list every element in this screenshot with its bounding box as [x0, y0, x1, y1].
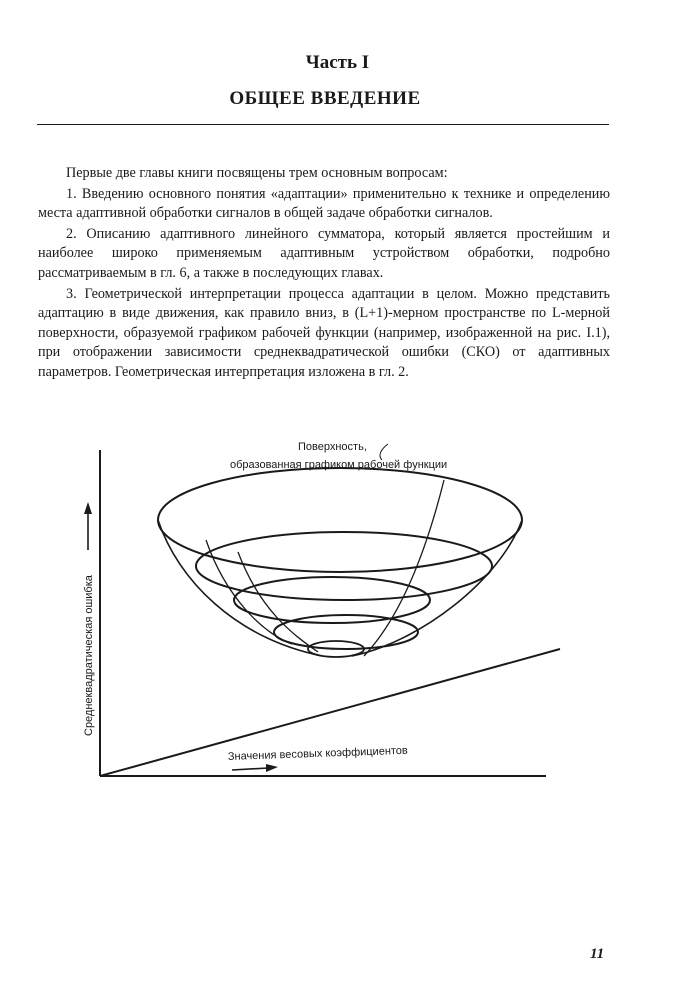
part-title: Часть I — [305, 52, 370, 73]
body-text — [38, 164, 610, 383]
paragraph-item-1: 1. Введению основного понятия «адаптации» применительно к технике и определению места адаптивной обработки сигналов в общей задаче обработки сигналов. — [38, 185, 610, 222]
paragraph-item-3: 3. Геометрической интерпретации процесса адаптации в целом. Можно представить адаптацию в виде движения, как правило вниз, в (L+1)-мерном пространстве по L-мерной поверхности, образуемой графиком рабочей функции (например, изображенной на рис. I.1), при отображении зависимости среднеквадратической ошибки (СКО) от адаптивных параметров. Геометрическая интерпретация изложена в гл. 2. — [38, 285, 610, 380]
y-arrow-head — [84, 502, 92, 514]
figure-performance-surface — [60, 420, 600, 800]
bowl-left-side — [158, 520, 322, 656]
y-axis-label: Среднеквадратическая ошибка — [83, 575, 95, 736]
contour-2 — [196, 532, 492, 600]
figure-svg — [60, 420, 600, 800]
x-axis-label: Значения весовых коэффициентов — [227, 744, 408, 763]
surface-label-line1: Поверхность, — [298, 441, 367, 453]
title-divider — [37, 124, 609, 125]
surface-label-line2: образованная графиком рабочей функции — [230, 459, 448, 471]
chapter-title: ОБЩЕЕ ВВЕДЕНИЕ — [229, 88, 421, 109]
page-number: 11 — [590, 946, 605, 962]
label-leader — [380, 444, 388, 460]
paragraph-intro: Первые две главы книги посвящены трем основным вопросам: — [66, 165, 448, 181]
paragraph-item-2: 2. Описанию адаптивного линейного сумматора, который является простейшим и наиболее широко применяемым адаптивным устройством обработки, подробно рассматриваемым в гл. 6, а также в последующих главах. — [38, 225, 610, 281]
contour-4 — [274, 615, 418, 649]
x-arrow-head — [266, 764, 278, 772]
x-arrow-shaft — [232, 768, 268, 770]
